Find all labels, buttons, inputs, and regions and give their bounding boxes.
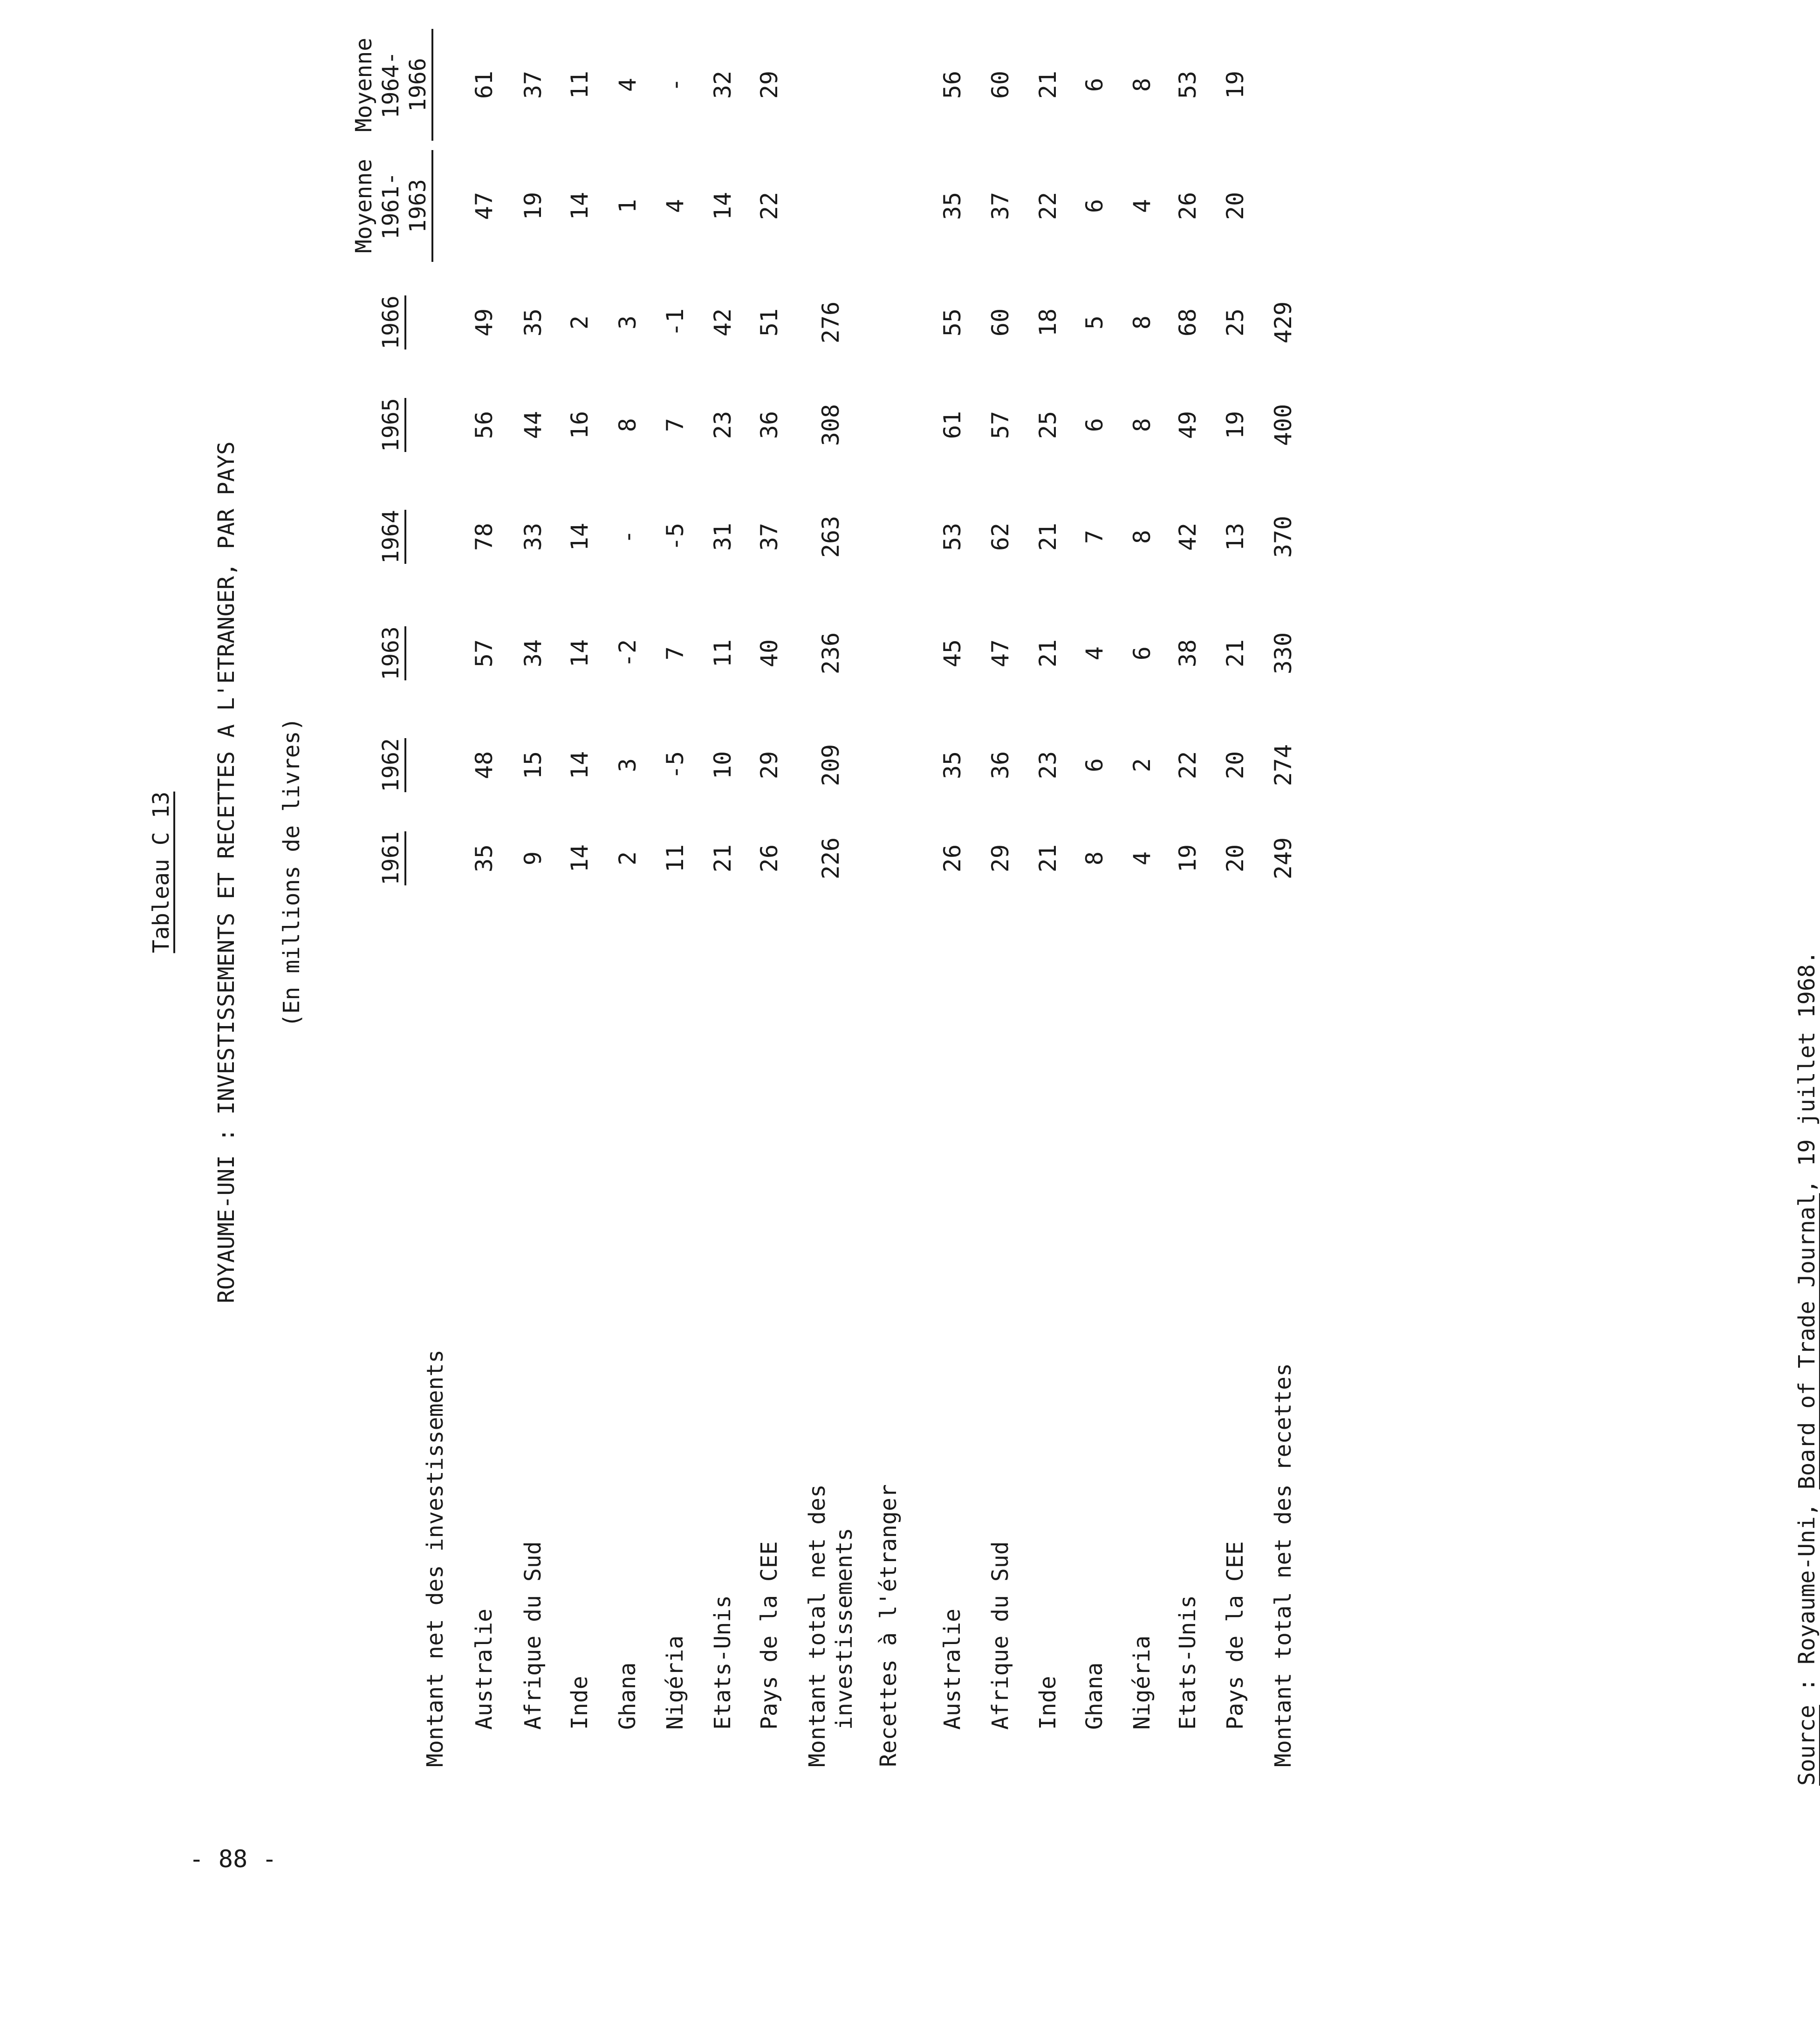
table-cell: 14 <box>566 751 593 780</box>
table-cell: 37 <box>756 522 783 551</box>
table-cell: 78 <box>471 522 498 551</box>
table-cell: 53 <box>939 522 966 551</box>
table-cell: 23 <box>709 411 736 439</box>
table-cell: -5 <box>662 522 689 551</box>
row-label <box>471 1609 498 1730</box>
row-label-text: Ghana <box>615 1662 641 1730</box>
row-label <box>1222 1541 1249 1730</box>
table-cell: 10 <box>709 751 736 780</box>
table-cell: 2 <box>566 315 593 330</box>
table-cell: 36 <box>756 411 783 439</box>
table-cell: 20 <box>1222 192 1249 220</box>
table-cell: 330 <box>1270 632 1297 675</box>
row-label-text: Etats-Unis <box>710 1595 736 1730</box>
table-cell: -5 <box>662 751 689 780</box>
col-head-avg-1964-1966: Moyenne 1964-1966 <box>350 29 433 141</box>
table-cell: 42 <box>709 308 736 337</box>
table-cell: 2 <box>614 851 641 866</box>
row-label-text: Nigéria <box>662 1635 688 1730</box>
table-cell: 6 <box>1081 418 1108 432</box>
table-cell: 19 <box>1222 411 1249 439</box>
table-cell: 22 <box>1174 751 1201 780</box>
row-label-text-cont: investissements <box>831 1528 857 1730</box>
table-cell: 4 <box>614 77 641 92</box>
table-cell: 33 <box>520 522 547 551</box>
table-cell: 13 <box>1222 522 1249 551</box>
table-cell: 4 <box>1129 199 1156 213</box>
table-cell: 7 <box>662 418 689 432</box>
table-cell: 35 <box>939 751 966 780</box>
row-label-text: Inde <box>1035 1676 1061 1730</box>
table-cell: 14 <box>566 844 593 873</box>
page-number: - 88 - <box>189 1845 277 1873</box>
table-heading: ROYAUME-UNI : INVESTISSEMENTS ET RECETTES A L'ETRANGER, PAR PAYS <box>213 441 239 1303</box>
row-label-text: Inde <box>567 1676 593 1730</box>
table-cell: 35 <box>471 844 498 873</box>
table-cell: 31 <box>709 522 736 551</box>
table-cell: 20 <box>1222 751 1249 780</box>
table-cell: 16 <box>566 411 593 439</box>
table-cell: 34 <box>520 639 547 668</box>
table-cell: 21 <box>1034 844 1061 873</box>
table-cell: 6 <box>1081 758 1108 773</box>
table-cell: - <box>662 77 689 92</box>
table-cell: 370 <box>1270 515 1297 558</box>
table-cell: -2 <box>614 639 641 668</box>
row-label-text: Australie <box>939 1608 965 1730</box>
table-cell: 1 <box>614 199 641 213</box>
table-cell: 21 <box>1034 522 1061 551</box>
table-cell: 68 <box>1174 308 1201 337</box>
col-head-1963: 1963 <box>377 597 406 709</box>
table-cell: 29 <box>987 844 1014 873</box>
table-cell: 35 <box>520 308 547 337</box>
table-cell: 60 <box>987 308 1014 337</box>
table-cell: 32 <box>709 70 736 99</box>
col-head-1965: 1965 <box>377 369 406 481</box>
table-cell: 4 <box>1129 851 1156 866</box>
table-cell: 21 <box>709 844 736 873</box>
table-cell: 8 <box>1129 529 1156 544</box>
row-label <box>875 1484 902 1767</box>
row-label-text: Afrique du Sud <box>987 1541 1013 1730</box>
table-cell: 7 <box>1081 529 1108 544</box>
table-cell: 36 <box>987 751 1014 780</box>
row-label-text: Nigéria <box>1129 1635 1155 1730</box>
table-cell: 6 <box>1081 199 1108 213</box>
table-cell: 37 <box>520 70 547 99</box>
table-cell: 47 <box>987 639 1014 668</box>
row-label <box>1034 1676 1061 1730</box>
table-cell: 21 <box>1034 639 1061 668</box>
table-cell: 38 <box>1174 639 1201 668</box>
table-cell: 8 <box>614 418 641 432</box>
table-cell: 57 <box>471 639 498 668</box>
col-head-1964: 1964 <box>377 481 406 593</box>
row-label <box>1081 1663 1108 1730</box>
table-cell: 209 <box>817 744 844 787</box>
table-cell: 226 <box>817 837 844 880</box>
table-cell: 23 <box>1034 751 1061 780</box>
table-cell: 37 <box>987 192 1014 220</box>
table-cell: 29 <box>756 70 783 99</box>
row-label <box>422 1350 449 1767</box>
table-cell: 26 <box>1174 192 1201 220</box>
table-cell: 25 <box>1222 308 1249 337</box>
table-cell: 51 <box>756 308 783 337</box>
table-cell: 19 <box>520 192 547 220</box>
row-label <box>987 1541 1014 1730</box>
table-cell: 18 <box>1034 308 1061 337</box>
table-cell: 57 <box>987 411 1014 439</box>
table-cell: -1 <box>662 308 689 337</box>
table-cell: 35 <box>939 192 966 220</box>
table-cell: 62 <box>987 522 1014 551</box>
row-label-text: Montant total net des <box>804 1484 830 1767</box>
row-label <box>662 1636 689 1730</box>
table-cell: 14 <box>709 192 736 220</box>
row-label <box>520 1541 547 1730</box>
table-cell: 55 <box>939 308 966 337</box>
table-cell: 400 <box>1270 404 1297 446</box>
table-cell: 19 <box>1174 844 1201 873</box>
table-cell: 4 <box>662 199 689 213</box>
table-cell: 14 <box>566 192 593 220</box>
table-cell: 29 <box>756 751 783 780</box>
table-cell: 11 <box>566 70 593 99</box>
table-id: Tableau C 13 <box>148 791 174 953</box>
table-cell: 60 <box>987 70 1014 99</box>
table-cell: 14 <box>566 522 593 551</box>
table-cell: 429 <box>1270 301 1297 344</box>
table-cell: 49 <box>471 308 498 337</box>
table-cell: 3 <box>614 315 641 330</box>
table-cell: 22 <box>1034 192 1061 220</box>
row-label <box>566 1676 593 1730</box>
table-cell: 236 <box>817 632 844 675</box>
table-cell: 8 <box>1129 77 1156 92</box>
row-label <box>804 1484 858 1767</box>
table-cell: 276 <box>817 301 844 344</box>
table-cell: 20 <box>1222 844 1249 873</box>
row-label-text: Recettes à l'étranger <box>876 1484 902 1767</box>
table-cell: 274 <box>1270 744 1297 787</box>
row-label <box>939 1609 966 1730</box>
table-cell: 5 <box>1081 315 1108 330</box>
col-head-1961: 1961 <box>377 802 406 914</box>
row-label <box>709 1595 736 1730</box>
row-label-text: Pays de la CEE <box>1222 1541 1248 1730</box>
row-label-text: Montant total net des recettes <box>1270 1363 1296 1767</box>
row-label <box>1129 1636 1156 1730</box>
table-cell: 21 <box>1222 639 1249 668</box>
row-label-text: Pays de la CEE <box>756 1541 782 1730</box>
col-head-1966: 1966 <box>377 267 406 378</box>
table-cell: 22 <box>756 192 783 220</box>
row-label-text: Australie <box>471 1608 497 1730</box>
row-label-text: Afrique du Sud <box>520 1541 546 1730</box>
table-cell: 8 <box>1129 315 1156 330</box>
table-cell: 61 <box>471 70 498 99</box>
table-cell: 56 <box>471 411 498 439</box>
row-label <box>1174 1595 1201 1730</box>
table-cell: 4 <box>1081 646 1108 661</box>
table-cell: - <box>614 529 641 544</box>
row-label-text: Ghana <box>1081 1662 1108 1730</box>
table-cell: 40 <box>756 639 783 668</box>
table-cell: 8 <box>1081 851 1108 866</box>
table-cell: 9 <box>520 851 547 866</box>
table-cell: 6 <box>1081 77 1108 92</box>
table-cell: 2 <box>1129 758 1156 773</box>
col-head-1962: 1962 <box>377 709 406 821</box>
table-cell: 49 <box>1174 411 1201 439</box>
table-cell: 56 <box>939 70 966 99</box>
table-cell: 53 <box>1174 70 1201 99</box>
row-label-text: Montant net des investissements <box>422 1350 448 1767</box>
table-cell: 61 <box>939 411 966 439</box>
table-cell: 19 <box>1222 70 1249 99</box>
table-cell: 25 <box>1034 411 1061 439</box>
table-cell: 11 <box>709 639 736 668</box>
table-cell: 44 <box>520 411 547 439</box>
table-cell: 7 <box>662 646 689 661</box>
table-cell: 308 <box>817 404 844 446</box>
table-cell: 26 <box>939 844 966 873</box>
source-note: Source : Royaume-Uni, Board of Trade Journal, 19 juillet 1968. <box>1794 951 1820 1786</box>
table-cell: 47 <box>471 192 498 220</box>
table-unit: (En millions de livres) <box>279 717 305 1028</box>
table-cell: 8 <box>1129 418 1156 432</box>
col-head-avg-1961-1963: Moyenne 1961-1963 <box>350 150 433 262</box>
table-cell: 249 <box>1270 837 1297 880</box>
table-cell: 3 <box>614 758 641 773</box>
table-cell: 42 <box>1174 522 1201 551</box>
table-cell: 14 <box>566 639 593 668</box>
table-cell: 26 <box>756 844 783 873</box>
table-cell: 21 <box>1034 70 1061 99</box>
row-label <box>1270 1363 1297 1767</box>
row-label <box>756 1541 783 1730</box>
row-label-text: Etats-Unis <box>1175 1595 1201 1730</box>
table-cell: 263 <box>817 515 844 558</box>
table-cell: 48 <box>471 751 498 780</box>
table-cell: 6 <box>1129 646 1156 661</box>
row-label <box>614 1663 641 1730</box>
table-cell: 15 <box>520 751 547 780</box>
table-cell: 45 <box>939 639 966 668</box>
table-cell: 11 <box>662 844 689 873</box>
